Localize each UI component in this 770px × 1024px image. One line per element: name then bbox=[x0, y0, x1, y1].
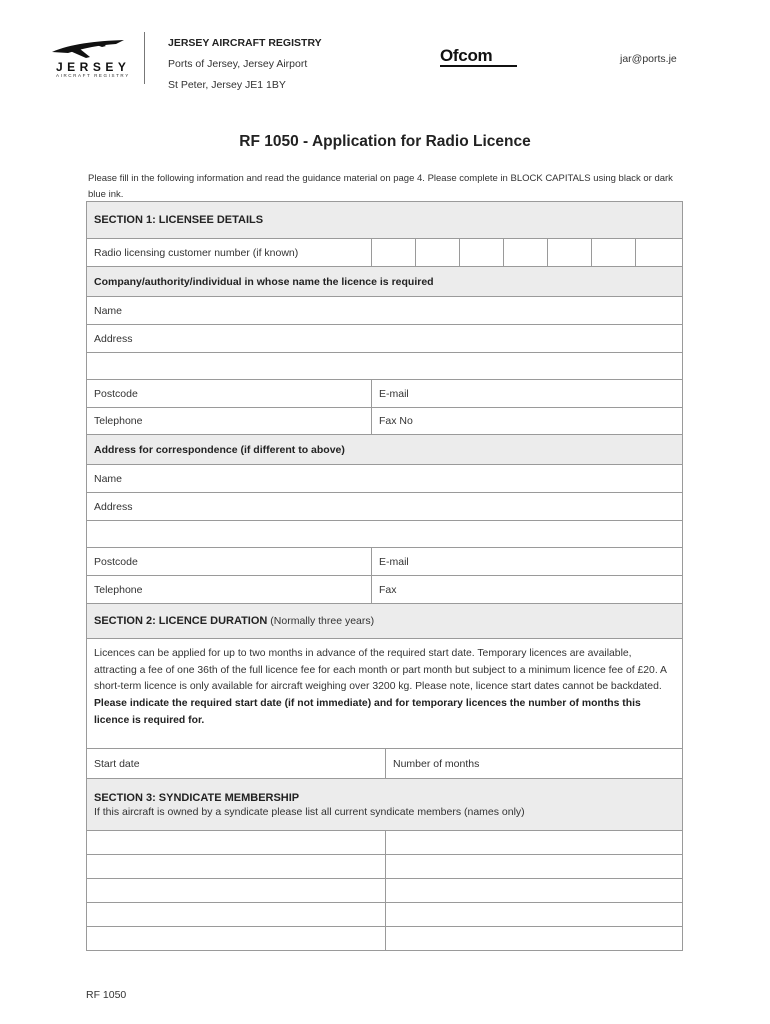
email2-label[interactable]: E-mail bbox=[371, 548, 682, 575]
syndicate-member-cell[interactable] bbox=[385, 903, 682, 926]
email-label[interactable]: E-mail bbox=[371, 380, 682, 407]
syndicate-member-cell[interactable] bbox=[87, 879, 385, 902]
customer-number-row bbox=[87, 238, 682, 266]
section3-header-row bbox=[87, 778, 682, 830]
syndicate-member-cell[interactable] bbox=[385, 855, 682, 878]
ofcom-logo-underline bbox=[440, 65, 517, 67]
section2-text-row bbox=[87, 638, 682, 748]
address-line-3: St Peter, Jersey JE1 1BY bbox=[168, 79, 286, 91]
months-label[interactable]: Number of months bbox=[385, 749, 682, 778]
address-line-2: Ports of Jersey, Jersey Airport bbox=[168, 58, 308, 70]
duration-instruction: Please indicate the required start date (if not immediate) and for temporary licences the number of months this licence is required for. bbox=[94, 698, 641, 726]
section3-heading: SECTION 3: SYNDICATE MEMBERSHIP bbox=[94, 791, 300, 804]
fax2-label[interactable]: Fax bbox=[371, 576, 682, 603]
postcode-email-row bbox=[87, 379, 682, 407]
digit-box[interactable] bbox=[635, 239, 682, 266]
syndicate-member-cell[interactable] bbox=[87, 927, 385, 950]
header-divider bbox=[144, 32, 145, 84]
company-header-row bbox=[87, 266, 682, 296]
aircraft-icon bbox=[50, 38, 130, 60]
section2-heading-note: (Normally three years) bbox=[270, 615, 375, 627]
name2-row[interactable] bbox=[87, 464, 682, 492]
customer-number-boxes[interactable] bbox=[371, 239, 682, 266]
postcode2-email2-row bbox=[87, 547, 682, 575]
syndicate-member-cell[interactable] bbox=[87, 831, 385, 854]
ofcom-logo: Ofcom bbox=[440, 46, 493, 65]
start-date-row bbox=[87, 748, 682, 778]
address-line-1: JERSEY AIRCRAFT REGISTRY bbox=[168, 37, 322, 49]
digit-box[interactable] bbox=[371, 239, 415, 266]
correspondence-header-row bbox=[87, 434, 682, 464]
section3-heading-cell bbox=[87, 779, 682, 830]
postcode2-label[interactable]: Postcode bbox=[94, 555, 138, 568]
address-continuation-row[interactable] bbox=[87, 352, 682, 379]
address2-continuation-row[interactable] bbox=[87, 520, 682, 547]
syndicate-member-row bbox=[87, 854, 682, 878]
form-code-footer: RF 1050 bbox=[86, 989, 127, 1001]
address2-label: Address bbox=[94, 500, 133, 513]
syndicate-member-row bbox=[87, 878, 682, 902]
digit-box[interactable] bbox=[459, 239, 503, 266]
section3-description: If this aircraft is owned by a syndicate please list all current syndicate members (names only) bbox=[94, 805, 525, 818]
contact-email[interactable]: jar@ports.je bbox=[620, 53, 677, 65]
duration-paragraph: Licences can be applied for up to two months in advance of the required start date. Temporary licences are available, attracting a fee of one 36th of the full licence fee for each month or part month but subject to a minimum licence fee of £20. A short-term licence is only available for aircraft weighing over 3200 kg. Please note, licence start dates cannot be backdated. bbox=[94, 648, 667, 693]
logo-wordmark: JERSEY bbox=[56, 60, 131, 74]
syndicate-member-cell[interactable] bbox=[385, 927, 682, 950]
name2-label: Name bbox=[94, 472, 123, 485]
address-label: Address bbox=[94, 332, 133, 345]
telephone-label[interactable]: Telephone bbox=[94, 415, 143, 427]
section2-heading: SECTION 2: LICENCE DURATION bbox=[94, 615, 268, 627]
section2-heading-cell bbox=[87, 604, 682, 638]
syndicate-member-row bbox=[87, 926, 682, 950]
digit-box[interactable] bbox=[547, 239, 591, 266]
address-row[interactable] bbox=[87, 324, 682, 352]
registry-address bbox=[168, 33, 322, 96]
address2-row[interactable] bbox=[87, 492, 682, 520]
section2-header-row bbox=[87, 603, 682, 638]
telephone2-fax2-row bbox=[87, 575, 682, 603]
section2-text bbox=[87, 639, 682, 748]
digit-box[interactable] bbox=[591, 239, 635, 266]
start-date-label[interactable]: Start date bbox=[94, 757, 140, 770]
syndicate-member-row bbox=[87, 830, 682, 854]
logo-subtitle: AIRCRAFT REGISTRY bbox=[56, 73, 130, 78]
application-form bbox=[86, 201, 683, 951]
syndicate-member-row bbox=[87, 902, 682, 926]
section1-heading: SECTION 1: LICENSEE DETAILS bbox=[94, 214, 264, 226]
syndicate-member-cell[interactable] bbox=[385, 831, 682, 854]
telephone2-label[interactable]: Telephone bbox=[94, 583, 143, 596]
section1-header-row bbox=[87, 202, 682, 238]
intro-text: Please fill in the following information and read the guidance material on page 4. Please complete in BLOCK CAPITALS using black or dark blue ink. bbox=[88, 173, 673, 200]
digit-box[interactable] bbox=[503, 239, 547, 266]
syndicate-member-cell[interactable] bbox=[385, 879, 682, 902]
syndicate-member-cell[interactable] bbox=[87, 855, 385, 878]
digit-box[interactable] bbox=[415, 239, 459, 266]
telephone-fax-row bbox=[87, 407, 682, 434]
name-row[interactable] bbox=[87, 296, 682, 324]
correspondence-heading: Address for correspondence (if different to above) bbox=[94, 443, 345, 456]
page-title: RF 1050 - Application for Radio Licence bbox=[239, 133, 531, 150]
syndicate-member-cell[interactable] bbox=[87, 903, 385, 926]
postcode-label[interactable]: Postcode bbox=[94, 387, 138, 400]
name-label: Name bbox=[94, 304, 123, 317]
customer-number-label: Radio licensing customer number (if known) bbox=[94, 246, 299, 259]
fax-no-label[interactable]: Fax No bbox=[371, 408, 682, 434]
company-heading: Company/authority/individual in whose name the licence is required bbox=[94, 275, 434, 288]
